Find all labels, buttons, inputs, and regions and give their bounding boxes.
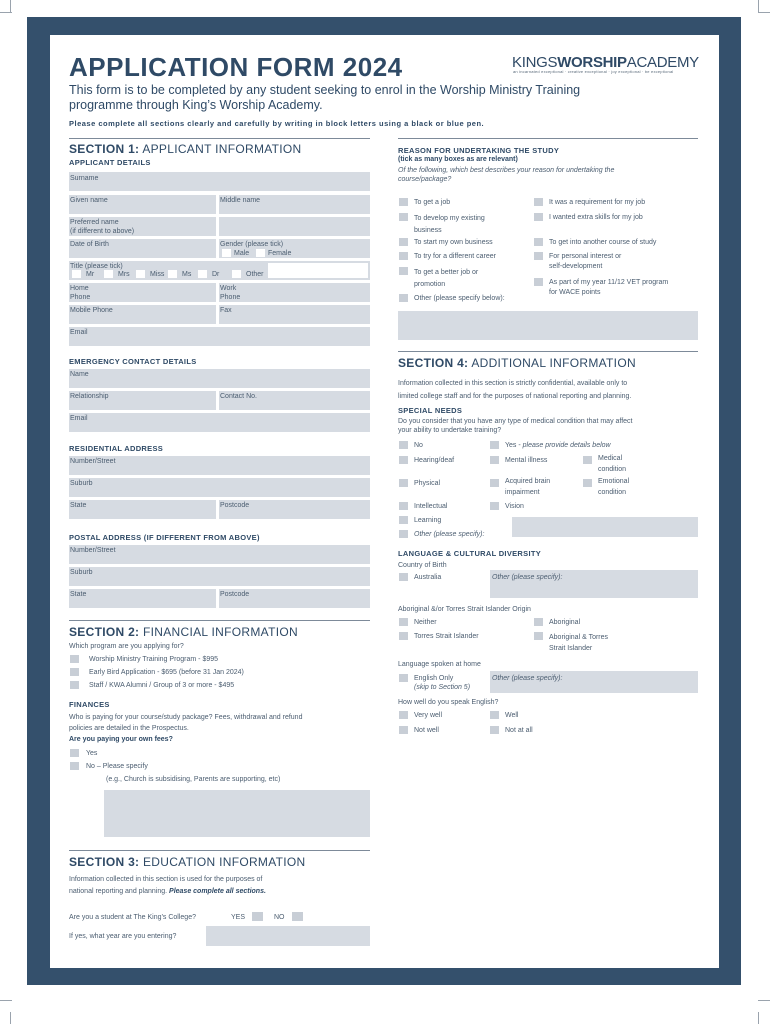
crop-mark	[758, 12, 770, 13]
year-input[interactable]	[206, 926, 370, 946]
need-vision-label: Vision	[505, 503, 524, 510]
section-rule	[398, 351, 698, 352]
program-question: Which program are you applying for?	[69, 643, 184, 650]
preferred-name-field[interactable]	[219, 217, 370, 236]
own-fees-yes-checkbox[interactable]	[70, 749, 79, 757]
special-needs-heading: SPECIAL NEEDS	[398, 406, 463, 415]
origin-torres-label: Torres Strait Islander	[414, 633, 479, 640]
reason-different-career-checkbox[interactable]	[399, 252, 408, 260]
ec-email-label: Email	[70, 415, 88, 422]
title-mrs-label: Mrs	[118, 271, 130, 278]
title-ms-checkbox[interactable]	[168, 270, 177, 278]
need-brain-label: Acquired brain impairment	[505, 478, 551, 496]
applicant-details-heading: APPLICANT DETAILS	[69, 158, 151, 167]
need-physical-label: Physical	[414, 480, 441, 487]
email-field[interactable]	[69, 327, 370, 346]
gender-female-checkbox[interactable]	[256, 249, 265, 257]
res-street-label: Number/Street	[70, 458, 116, 465]
program-early-bird-checkbox[interactable]	[70, 668, 79, 676]
post-suburb-label: Suburb	[70, 569, 93, 576]
fax-field[interactable]	[219, 305, 370, 324]
post-state-field[interactable]	[69, 589, 216, 608]
need-emotional-label: Emotional condition	[598, 478, 630, 496]
reason-other-checkbox[interactable]	[399, 294, 408, 302]
reason-another-course-label: To get into another course of study	[549, 239, 657, 246]
title-mrs-checkbox[interactable]	[104, 270, 113, 278]
work-phone-label: Work Phone	[220, 285, 241, 301]
work-phone-field[interactable]	[219, 283, 370, 302]
program-full-label: Worship Ministry Training Program - $995	[89, 656, 219, 663]
special-needs-question: Do you consider that you have any type of medical condition that may affect your ability to undertake training?	[398, 418, 633, 434]
section1-heading: SECTION 1: APPLICANT INFORMATION	[69, 142, 302, 156]
home-phone-label: Home Phone	[70, 285, 91, 301]
program-staff-checkbox[interactable]	[70, 681, 79, 689]
country-australia-checkbox[interactable]	[399, 573, 408, 581]
surname-label: Surname	[70, 175, 99, 182]
post-postcode-label: Postcode	[220, 591, 250, 598]
reason-better-job-label: To get a better job or promotion	[414, 269, 479, 288]
english-level-question: How well do you speak English?	[398, 699, 499, 706]
title-miss-checkbox[interactable]	[136, 270, 145, 278]
language-other-label: Other (please specify):	[492, 675, 563, 682]
reason-personal-interest-label: For personal interest or self-development	[549, 253, 622, 270]
need-hearing-checkbox[interactable]	[399, 456, 408, 464]
emergency-contact-heading: EMERGENCY CONTACT DETAILS	[69, 357, 197, 366]
reason-vet-program-label: As part of my year 11/12 VET program for WACE points	[549, 279, 669, 296]
form-title: APPLICATION FORM 2024	[69, 52, 403, 82]
need-learning-checkbox[interactable]	[399, 516, 408, 524]
section-rule	[69, 138, 370, 139]
special-yes-checkbox[interactable]	[490, 441, 499, 449]
reason-vet-program-checkbox[interactable]	[534, 278, 543, 286]
crop-mark	[10, 1012, 11, 1024]
english-not-at-all-checkbox[interactable]	[490, 726, 499, 734]
reason-own-business-checkbox[interactable]	[399, 238, 408, 246]
academy-logo: KINGSWORSHIPACADEMY	[512, 54, 699, 71]
origin-aboriginal-label: Aboriginal	[549, 619, 581, 626]
reason-extra-skills-label: I wanted extra skills for my job	[549, 214, 643, 221]
title-mr-checkbox[interactable]	[72, 270, 81, 278]
reason-better-job-checkbox[interactable]	[399, 267, 408, 275]
language-diversity-heading: LANGUAGE & CULTURAL DIVERSITY	[398, 549, 542, 558]
ec-name-field[interactable]	[69, 369, 370, 388]
program-full-checkbox[interactable]	[70, 655, 79, 663]
ec-email-field[interactable]	[69, 413, 370, 432]
kings-no-label: NO	[274, 914, 285, 921]
crop-mark	[758, 1000, 770, 1001]
english-well-checkbox[interactable]	[490, 711, 499, 719]
post-state-label: State	[70, 591, 87, 598]
own-fees-no-checkbox[interactable]	[70, 762, 79, 770]
gender-label: Gender (please tick)	[220, 241, 284, 248]
origin-torres-checkbox[interactable]	[399, 632, 408, 640]
postal-address-heading: POSTAL ADDRESS (IF DIFFERENT FROM ABOVE)	[69, 533, 260, 542]
logo-tagline: an incarnated exceptional · creative exceptional · joy exceptional · be exceptional	[513, 69, 674, 74]
fax-label: Fax	[220, 307, 232, 314]
title-dr-checkbox[interactable]	[198, 270, 207, 278]
need-other-label: Other (please specify):	[414, 531, 485, 538]
year-question: If yes, what year are you entering?	[69, 933, 177, 940]
title-label: Title (please tick)	[70, 263, 123, 270]
reason-get-job-label: To get a job	[414, 199, 451, 206]
post-suburb-field[interactable]	[69, 567, 370, 586]
res-postcode-label: Postcode	[220, 502, 250, 509]
res-state-label: State	[70, 502, 87, 509]
res-state-field[interactable]	[69, 500, 216, 519]
need-medical-checkbox[interactable]	[583, 456, 592, 464]
english-very-well-checkbox[interactable]	[399, 711, 408, 719]
need-emotional-checkbox[interactable]	[583, 479, 592, 487]
need-other-input[interactable]	[512, 517, 698, 537]
english-not-well-label: Not well	[414, 727, 439, 734]
title-dr-label: Dr	[212, 271, 220, 278]
reason-get-job-checkbox[interactable]	[399, 198, 408, 206]
ec-name-label: Name	[70, 371, 89, 378]
crop-mark	[0, 12, 12, 13]
email-label: Email	[70, 329, 88, 336]
title-ms-label: Ms	[182, 271, 192, 278]
surname-field[interactable]	[69, 172, 370, 191]
title-miss-label: Miss	[150, 271, 165, 278]
language-home-label: Language spoken at home	[398, 661, 481, 668]
own-fees-no-label: No – Please specify	[86, 763, 148, 770]
title-other-label: Other	[246, 271, 264, 278]
res-suburb-field[interactable]	[69, 478, 370, 497]
gender-male-label: Male	[234, 250, 250, 257]
english-not-at-all-label: Not at all	[505, 727, 533, 734]
aboriginal-question: Aboriginal &/or Torres Strait Islander Origin	[398, 606, 531, 613]
gender-female-label: Female	[268, 250, 292, 257]
reason-requirement-checkbox[interactable]	[534, 198, 543, 206]
origin-both-checkbox[interactable]	[534, 632, 543, 640]
instructions: Please complete all sections clearly and carefully by writing in block letters using a black or blue pen.	[69, 119, 485, 128]
section3-info: Information collected in this section is used for the purposes of national reporting and planning. Please complete all sections.	[69, 876, 266, 895]
reason-another-course-checkbox[interactable]	[534, 238, 543, 246]
need-hearing-label: Hearing/deaf	[414, 457, 455, 464]
need-vision-checkbox[interactable]	[490, 502, 499, 510]
kings-college-question: Are you a student at The King’s College?	[69, 914, 196, 921]
preferred-name-label: Preferred name (if different to above)	[70, 219, 135, 235]
section4-info: Information collected in this section is strictly confidential, available only to limited college staff and for the purposes of national reporting and planning.	[398, 380, 632, 400]
need-intellectual-checkbox[interactable]	[399, 502, 408, 510]
origin-neither-checkbox[interactable]	[399, 618, 408, 626]
ec-contact-label: Contact No.	[220, 393, 257, 400]
crop-mark	[758, 0, 759, 12]
reason-other-input[interactable]	[398, 311, 698, 340]
title-other-checkbox[interactable]	[232, 270, 241, 278]
reason-develop-business-checkbox[interactable]	[399, 213, 408, 221]
reason-heading: REASON FOR UNDERTAKING THE STUDY	[398, 146, 560, 155]
fees-specify-input[interactable]	[104, 790, 370, 837]
finances-heading: FINANCES	[69, 700, 110, 709]
reason-extra-skills-checkbox[interactable]	[534, 213, 543, 221]
need-other-checkbox[interactable]	[399, 530, 408, 538]
origin-neither-label: Neither	[414, 619, 437, 626]
gender-male-checkbox[interactable]	[222, 249, 231, 257]
program-early-bird-label: Early Bird Application - $695 (before 31 Jan 2024)	[89, 669, 244, 676]
need-intellectual-label: Intellectual	[414, 503, 448, 510]
reason-different-career-label: To try for a different career	[414, 253, 496, 260]
intro-text: This form is to be completed by any student seeking to enrol in the Worship Ministry Training programme through King’s Worship Academy.	[69, 83, 581, 112]
reason-other-label: Other (please specify below):	[414, 295, 505, 302]
section3-heading: SECTION 3: EDUCATION INFORMATION	[69, 855, 306, 869]
kings-yes-checkbox[interactable]	[252, 912, 263, 921]
need-learning-label: Learning	[414, 517, 442, 524]
fees-example: (e.g., Church is subsidising, Parents are supporting, etc)	[106, 776, 281, 783]
res-suburb-label: Suburb	[70, 480, 93, 487]
english-well-label: Well	[505, 712, 519, 719]
home-phone-field[interactable]	[69, 283, 216, 302]
reason-develop-business-label: To develop my existing business	[414, 215, 485, 234]
reason-own-business-label: To start my own business	[414, 239, 493, 246]
program-staff-label: Staff / KWA Alumni / Group of 3 or more - $495	[89, 682, 235, 689]
reason-personal-interest-checkbox[interactable]	[534, 252, 543, 260]
ec-relationship-label: Relationship	[70, 393, 109, 400]
given-name-label: Given name	[70, 197, 108, 204]
section2-heading: SECTION 2: FINANCIAL INFORMATION	[69, 625, 298, 639]
own-fees-question: Are you paying your own fees?	[69, 736, 173, 743]
kings-no-checkbox[interactable]	[292, 912, 303, 921]
post-street-label: Number/Street	[70, 547, 116, 554]
special-no-checkbox[interactable]	[399, 441, 408, 449]
origin-both-label: Aboriginal & Torres Strait Islander	[549, 634, 609, 652]
kings-yes-label: YES	[231, 914, 246, 921]
origin-aboriginal-checkbox[interactable]	[534, 618, 543, 626]
english-only-label: English Only (skip to Section 5)	[414, 675, 471, 691]
crop-mark	[758, 1012, 759, 1024]
section4-heading: SECTION 4: ADDITIONAL INFORMATION	[398, 356, 636, 370]
residential-address-heading: RESIDENTIAL ADDRESS	[69, 444, 164, 453]
reason-question: Of the following, which best describes your reason for undertaking the course/package?	[398, 167, 615, 183]
reason-requirement-label: It was a requirement for my job	[549, 199, 646, 206]
dob-label: Date of Birth	[70, 241, 109, 248]
country-australia-label: Australia	[414, 574, 442, 581]
country-birth-label: Country of Birth	[398, 562, 447, 569]
english-very-well-label: Very well	[414, 712, 443, 719]
finances-question: Who is paying for your course/study package? Fees, withdrawal and refund policies are detailed in the Prospectus.	[69, 714, 303, 732]
reason-subheading: (tick as many boxes as are relevant)	[398, 156, 518, 163]
need-mental-label: Mental illness	[505, 457, 548, 464]
special-yes-label: Yes - please provide details below	[505, 442, 611, 449]
middle-name-label: Middle name	[220, 197, 261, 204]
mobile-label: Mobile Phone	[70, 307, 113, 314]
own-fees-yes-label: Yes	[86, 750, 98, 757]
crop-mark	[0, 1000, 12, 1001]
title-other-input[interactable]	[268, 263, 368, 278]
need-physical-checkbox[interactable]	[399, 479, 408, 487]
section-rule	[398, 138, 698, 139]
need-mental-checkbox[interactable]	[490, 456, 499, 464]
title-mr-label: Mr	[86, 271, 95, 278]
country-other-label: Other (please specify):	[492, 574, 563, 581]
english-not-well-checkbox[interactable]	[399, 726, 408, 734]
special-no-label: No	[414, 442, 423, 449]
need-medical-label: Medical condition	[598, 455, 627, 473]
section-rule	[69, 620, 370, 621]
crop-mark	[10, 0, 11, 12]
need-brain-checkbox[interactable]	[490, 479, 499, 487]
english-only-checkbox[interactable]	[399, 674, 408, 682]
section-rule	[69, 850, 370, 851]
